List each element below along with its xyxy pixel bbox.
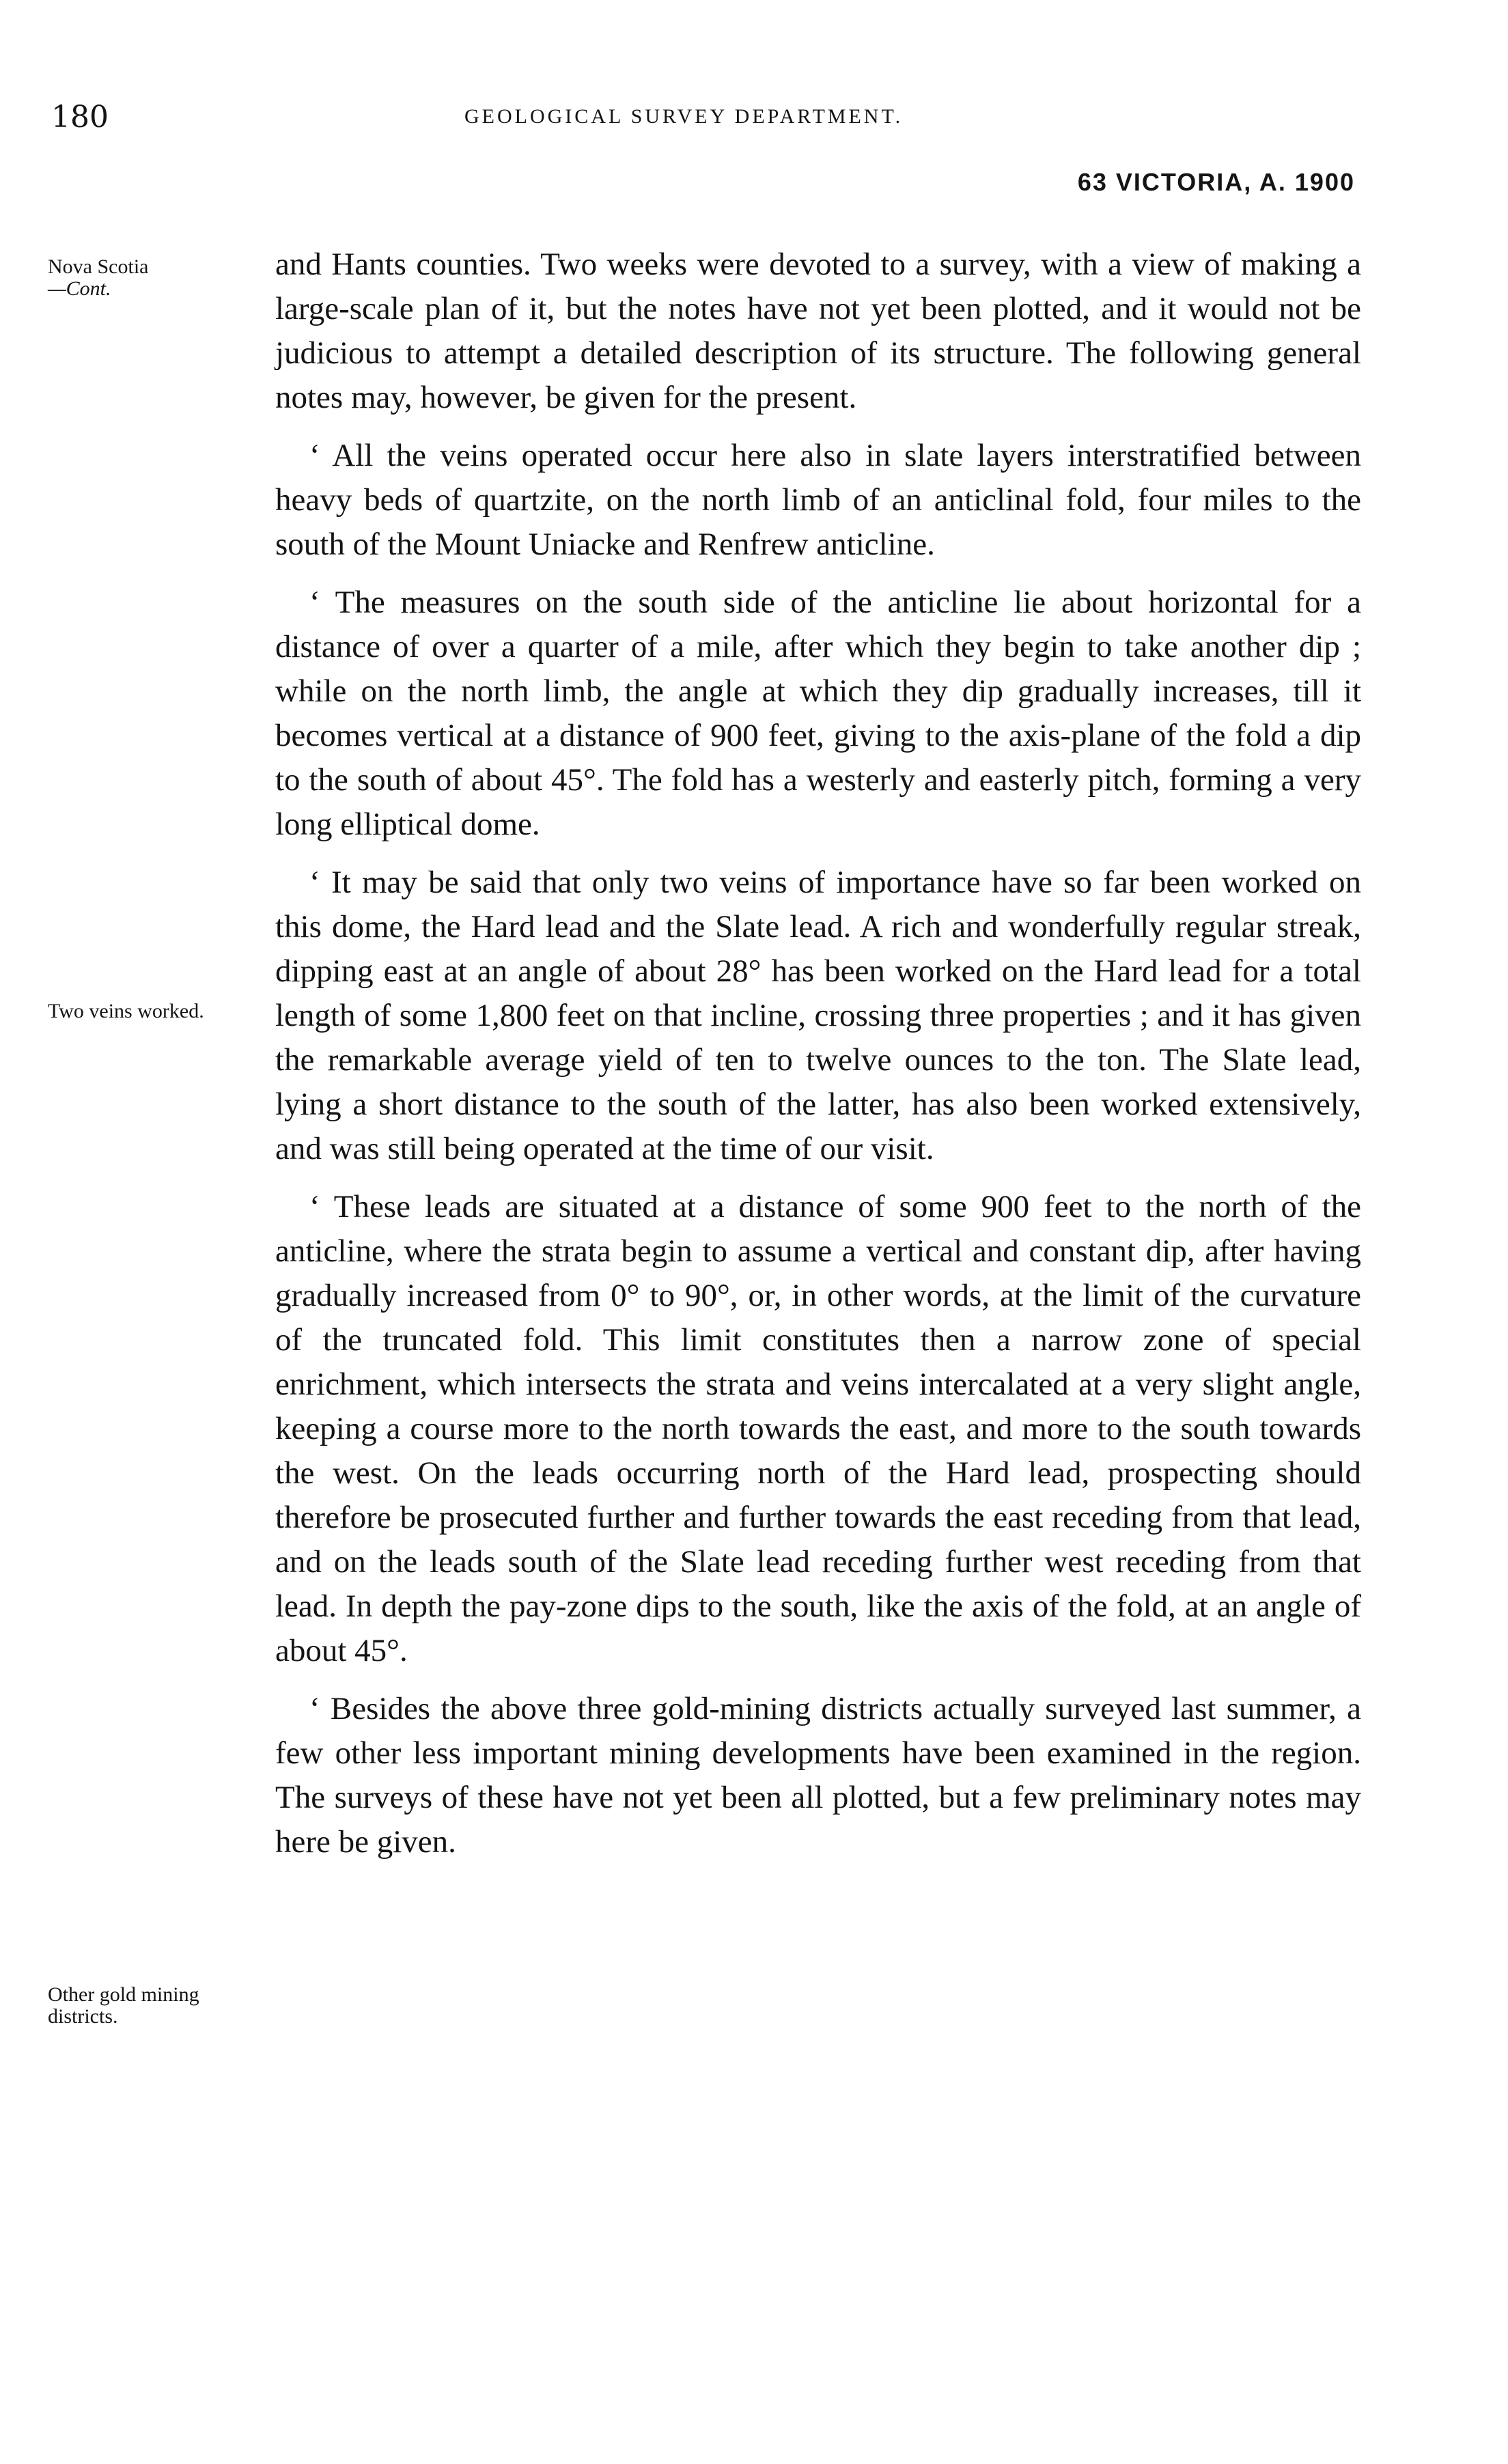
page-number: 180 [51, 100, 109, 135]
sidenote-cont-label: —Cont. [48, 277, 111, 300]
paragraph-3: ‘ The measures on the south side of the anticline lie about horizontal for a distance of over a quarter of a mile, after which they begin to take another dip ; while on the north limb, the angle at which they dip gradually increases, till it becomes vertical at a distance of 900 feet, giving to the axis-plane of the fold a dip to the south of about 45°. The fold has a westerly and easterly pitch, forming a very long elliptical dome. [275, 585, 1361, 842]
paragraph-2: ‘ All the veins operated occur here also in slate layers interstratified between heavy beds of quartzite, on the north limb of an anticlinal fold, four miles to the south of the Mount Uniacke and Renfrew anticline. [275, 438, 1361, 562]
paragraph-5: ‘ These leads are situated at a distance of some 900 feet to the north of the anticline, where the strata begin to assume a vertical and constant dip, after having gradually increased from 0° to 90°, or, in other words, at the limit of the curvature of the truncated fold. This limit constitutes then a narrow zone of special enrichment, which intersects the strata and veins intercalated at a very slight angle, keeping a course more to the north towards the east, and more to the south towards the west. On the leads occurring north of the Hard lead, prospecting should therefore be prosecuted further and further towards the east receding from that lead, and on the leads south of the Slate lead receding further west receding from that lead. In depth the pay-zone dips to the south, like the axis of the fold, at an angle of about 45°. [275, 1189, 1361, 1668]
paragraph-4: ‘ It may be said that only two veins of importance have so far been worked on this dome, the Hard lead and the Slate lead. A rich and wonderfully regular streak, dipping east at an angle of about 28° has been worked on the Hard lead for a total length of some 1,800 feet on that incline, crossing three properties ; and it has given the remarkable average yield of ten to twelve ounces to the ton. The Slate lead, lying a short distance to the south of the latter, has also been worked extensively, and was still being operated at the time of our visit. [275, 865, 1361, 1166]
running-title: GEOLOGICAL SURVEY DEPARTMENT. [464, 105, 904, 128]
paragraph-1: and Hants counties. Two weeks were devoted to a survey, with a view of making a large-scale plan of it, but the notes have not yet been plotted, and it would not be judicious to attempt a detailed description of its structure. The following general notes may, however, be given for the present. [275, 247, 1361, 415]
sidenote-other-gold: Other gold mining districts. [48, 1983, 199, 2028]
sidenote-nova-scotia [48, 256, 253, 300]
body-text [275, 242, 1361, 1878]
sidenote-nova-scotia-label: Nova Scotia [48, 255, 149, 278]
paragraph-6: ‘ Besides the above three gold-mining districts actually surveyed last summer, a few other less important mining developments have been examined in the region. The surveys of these have not yet been all plotted, but a few preliminary notes may here be given. [275, 1691, 1361, 1860]
sidenote-two-veins: Two veins worked. [48, 1000, 204, 1022]
session-label: 63 VICTORIA, A. 1900 [1077, 168, 1355, 196]
